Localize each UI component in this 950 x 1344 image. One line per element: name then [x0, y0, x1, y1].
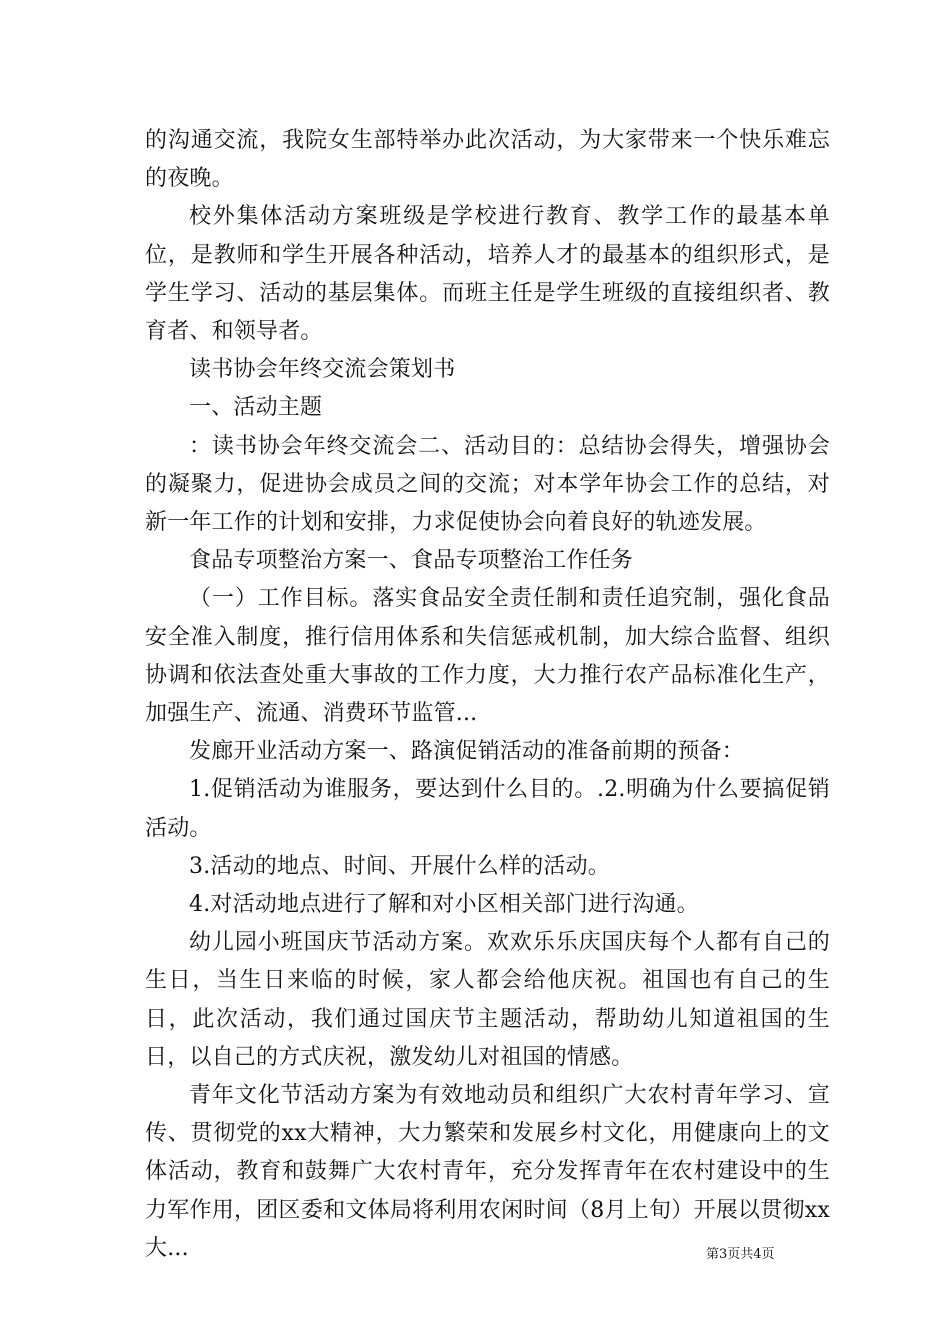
- paragraph: 幼儿园小班国庆节活动方案。欢欢乐乐庆国庆每个人都有自己的生日，当生日来临的时候，家人都会给他庆祝。祖国也有自己的生日，此次活动，我们通过国庆节主题活动，帮助幼儿知道祖国的生日，以自己的方式庆祝，激发幼儿对祖国的情感。: [145, 930, 830, 1070]
- paragraph: 校外集体活动方案班级是学校进行教育、教学工作的最基本单位，是教师和学生开展各种活动，培养人才的最基本的组织形式，是学生学习、活动的基层集体。而班主任是学生班级的直接组织者、教育者、和领导者。: [145, 204, 830, 345]
- document-body: [145, 122, 830, 1268]
- paragraph: （一）工作目标。落实食品安全责任制和责任追究制，强化食品安全准入制度，推行信用体系和失信惩戒机制，加大综合监督、组织协调和依法查处重大事故的工作力度，大力推行农产品标准化生产，加强生产、流通、消费环节监管...: [145, 586, 830, 727]
- paragraph: 的沟通交流，我院女生部特举办此次活动，为大家带来一个快乐难忘的夜晚。: [145, 128, 830, 192]
- page-number-footer: 第3页共4页: [706, 1247, 775, 1262]
- section-heading: 发廊开业活动方案一、路演促销活动的准备前期的预备：: [189, 739, 745, 765]
- list-item: 4.对活动地点进行了解和对小区相关部门进行沟通。: [189, 892, 699, 918]
- paragraph: ：读书协会年终交流会二、活动目的：总结协会得失，增强协会的凝聚力，促进协会成员之间的交流；对本学年协会工作的总结，对新一年工作的计划和安排，力求促使协会向着良好的轨迹发展。: [145, 433, 830, 536]
- list-item: 1.促销活动为谁服务，要达到什么目的。.2.明确为什么要搞促销活动。: [145, 777, 830, 841]
- section-heading: 食品专项整治方案一、食品专项整治工作任务: [189, 548, 634, 574]
- paragraph: 青年文化节活动方案为有效地动员和组织广大农村青年学习、宣传、贯彻党的xx大精神，大力繁荣和发展乡村文化，用健康向上的文体活动，教育和鼓舞广大农村青年，充分发挥青年在农村建设中的生力军作用，团区委和文体局将利用农闲时间（8月上旬）开展以贯彻xx大...: [145, 1083, 830, 1261]
- section-heading: 一、活动主题: [189, 395, 323, 421]
- section-heading: 读书协会年终交流会策划书: [189, 357, 456, 383]
- list-item: 3.活动的地点、时间、开展什么样的活动。: [189, 853, 610, 879]
